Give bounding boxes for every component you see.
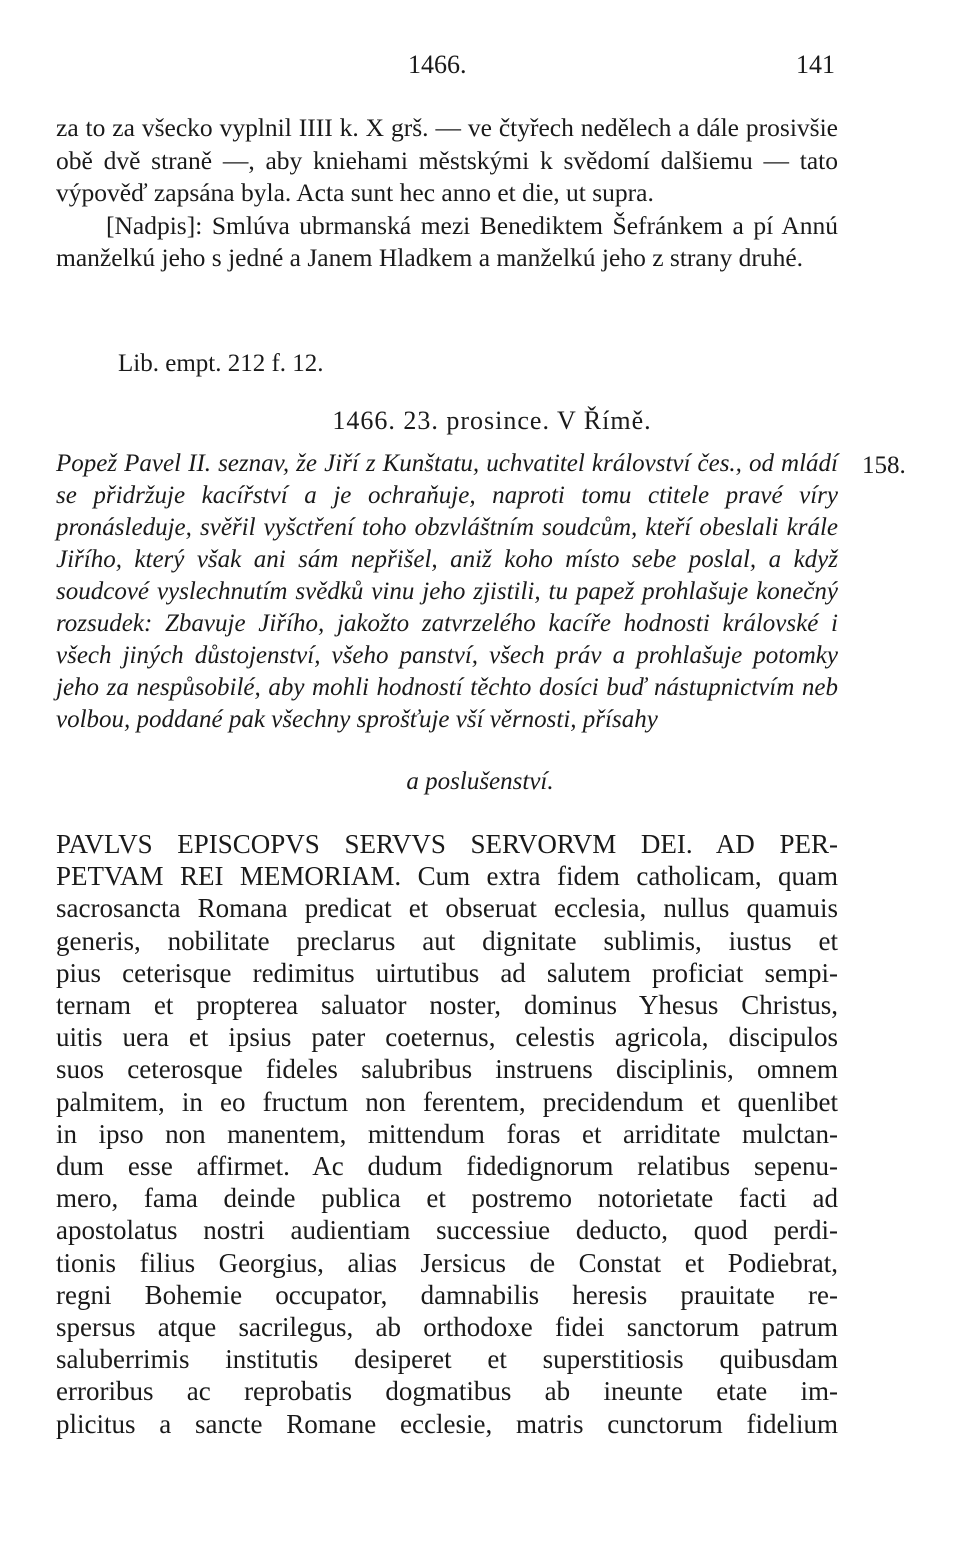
latin-line: PAVLVS EPISCOPVS SERVVS SERVORVM DEI. AD PER-	[56, 829, 838, 859]
running-head-year: 1466.	[408, 50, 467, 79]
document-regest-end: a poslušenství.	[406, 768, 554, 795]
document-heading	[0, 406, 960, 436]
preceding-text	[56, 112, 838, 275]
preceding-paragraph-2: [Nadpis]: Smlúva ubrmanská mezi Benediktem Šefránkem a pí Annú manželkú jeho s jedné a Janem Hladkem a manželkú jeho z strany druhé.	[56, 210, 838, 272]
latin-line: tionis filius Georgius, alias Jersicus de Constat et Podiebrat,	[56, 1247, 838, 1278]
latin-line: regni Bohemie occupator, damnabilis heresis prauitate re-	[56, 1279, 838, 1310]
latin-line: ternam et propterea saluator noster, dominus Yhesus Christus,	[56, 990, 838, 1021]
source-reference: Lib. empt. 212 f. 12.	[118, 350, 324, 377]
latin-line: dum esse affirmet. Ac dudum fidedignorum relatibus sepenu-	[56, 1151, 838, 1182]
page-number: 141	[796, 50, 835, 79]
latin-line: apostolatus nostri audientiam successiue deducto, quod perdi-	[56, 1215, 838, 1246]
running-head	[0, 50, 960, 86]
latin-line: suos ceterosque fideles salubribus instruens disciplinis, omnem	[56, 1054, 838, 1085]
preceding-paragraph-1: za to za všecko vyplnil IIII k. X grš. — ve čtyřech nedělech a dále prosivšie obě dvě straně —, aby kniehami městskými k svědomí dalšiemu — tato výpověď zapsána byla. Acta sunt hec anno et die, ut supra.	[56, 113, 838, 207]
document-number: 158.	[862, 452, 906, 479]
latin-line: pius ceterisque redimitus uirtutibus ad salutem proficiat sempi-	[56, 957, 838, 988]
latin-line: PETVAM REI MEMORIAM. Cum extra fidem catholicam, quam	[56, 861, 838, 892]
latin-line: saluberrimis institutis desiperet et superstitiosis quibusdam	[56, 1344, 838, 1375]
latin-line: erroribus ac reprobatis dogmatibus ab ineunte etate im-	[56, 1376, 838, 1407]
latin-text	[56, 828, 838, 1440]
latin-line: palmitem, in eo fructum non ferentem, precidendum et quenlibet	[56, 1086, 838, 1117]
latin-line: plicitus a sancte Romane ecclesie, matris cunctorum fidelium	[56, 1408, 838, 1439]
latin-line: mero, fama deinde publica et postremo notorietate facti ad	[56, 1183, 838, 1214]
latin-line: uitis uera et ipsius pater coeternus, celestis agricola, discipulos	[56, 1022, 838, 1053]
latin-line: spersus atque sacrilegus, ab orthodoxe fidei sanctorum patrum	[56, 1312, 838, 1343]
document-date-place: 1466. 23. prosince. V Římě.	[332, 406, 652, 435]
document-regest: Popež Pavel II. seznav, že Jiří z Kunštatu, uchvatitel království čes., od mládí se přidržuje kacířství a je ochraňuje, naproti tomu ctitele pravé víry pronásleduje, svěřil vyšctření toho obzvláštním soudcům, kteří obeslali krále Jiřího, který však ani sám nepřišel, aniž koho místo sebe poslal, a když soudcové vyslechnutím svědků vinu jeho zjistili, tu papež prohlašuje konečný rozsudek: Zbavuje Jiřího, jakožto zatvrzelého kacíře hodnosti královské i všech jiných důstojenství, všeho panství, všech práv a prohlašuje potomky jeho za nespůsobilé, aby mohli hodností těchto dosíci buď nástupnictvím neb volbou, poddané pak všechny sprošťuje vší věrnosti, přísahy	[56, 450, 838, 733]
latin-line: generis, nobilitate preclarus aut dignitate sublimis, iustus et	[56, 925, 838, 956]
latin-line: in ipso non manentem, mittendum foras et arriditate mulctan-	[56, 1118, 838, 1149]
latin-line: sacrosancta Romana predicat et obseruat ecclesia, nullus quamuis	[56, 893, 838, 924]
